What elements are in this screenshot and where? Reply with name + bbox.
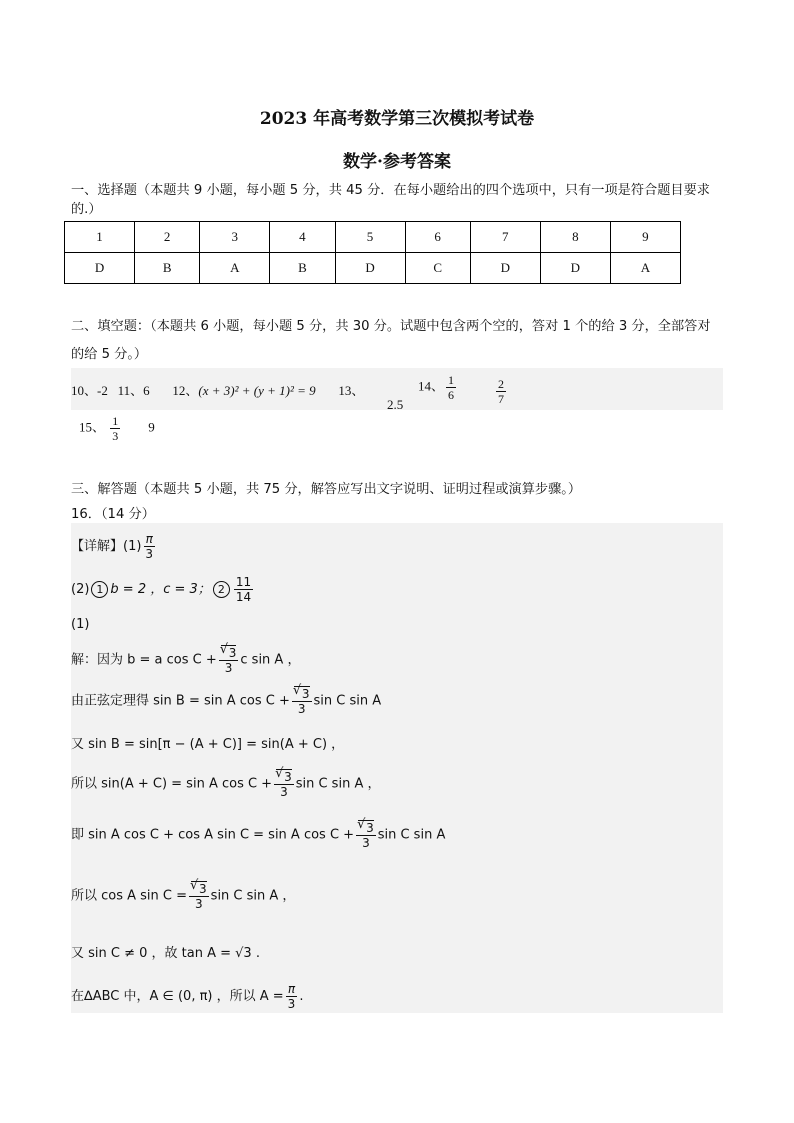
exam-title: 2023 年高考数学第三次模拟考试卷 (259, 109, 535, 129)
detail-label: 【详解】(1) (71, 539, 142, 554)
solution-step-3: 又 sin B = sin[π − (A + C)] = sin(A + C) ， (71, 737, 345, 752)
detail-line (71, 532, 157, 561)
step-text: sin C sin A (313, 693, 382, 709)
table-cell: 2 (135, 222, 200, 253)
exam-subtitle: 数学·参考答案 (343, 152, 451, 172)
question-16-header: 16．（14 分） (71, 507, 155, 522)
part-1-label: (1) (71, 617, 90, 632)
denominator: 6 (448, 388, 455, 402)
numerator: 1 (112, 414, 119, 428)
numerator: 2 (498, 377, 504, 391)
circled-number: 2 (213, 581, 230, 598)
solution-step-6 (71, 881, 295, 911)
answer-14 (418, 373, 458, 402)
step-text: 即 sin A cos C + cos A sin C = sin A cos C + (71, 827, 355, 843)
fraction (274, 769, 294, 799)
solution-step-4 (71, 769, 380, 799)
denominator: 3 (195, 897, 203, 911)
numerator: 11 (235, 575, 252, 589)
answer-11: 11、6 (117, 383, 150, 398)
solution-step-5 (71, 820, 445, 850)
table-cell: D (335, 253, 405, 284)
table-cell: 6 (405, 222, 470, 253)
fraction (446, 373, 456, 402)
answer-15-second: 9 (148, 419, 155, 435)
denominator: 3 (145, 547, 154, 561)
solution-step-1 (71, 645, 300, 675)
table-cell: A (200, 253, 270, 284)
step-text: 所以 sin(A + C) = sin A cos C + (71, 776, 273, 792)
denominator: 3 (224, 661, 233, 675)
step-text: sin C sin A (377, 827, 446, 843)
solution-step-7: 又 sin C ≠ 0 ，故 tan A = √3 . (71, 946, 260, 961)
table-cell: D (470, 253, 540, 284)
table-cell: 7 (470, 222, 540, 253)
step-text: sin C sin A ， (210, 888, 296, 904)
fraction (286, 982, 298, 1011)
fraction (292, 686, 312, 716)
denominator: 3 (297, 702, 306, 716)
table-cell: 1 (65, 222, 135, 253)
step-text: c sin A ， (240, 652, 301, 668)
fraction (234, 575, 253, 604)
sqrt: √ 3 (294, 686, 310, 701)
section-1-heading: 一、选择题（本题共 9 小题，每小题 5 分，共 45 分．在每小题给出的四个选项中，只有一项是符合题目要求的.） (71, 183, 710, 217)
table-cell: 3 (200, 222, 270, 253)
sqrt: √ 3 (191, 881, 207, 896)
denominator: 3 (362, 836, 370, 850)
sqrt: √ 3 (276, 769, 292, 784)
table-cell: 4 (270, 222, 335, 253)
table-cell: A (610, 253, 680, 284)
table-cell: B (135, 253, 200, 284)
answer-10: 10、-2 (71, 383, 108, 398)
answer-15-label: 15、 (79, 419, 106, 435)
answer-14-second (494, 377, 508, 406)
part-2-values: b = 2 ，c = 3； (110, 582, 211, 597)
part-2-answer-line (71, 575, 255, 604)
table-cell: B (270, 253, 335, 284)
question-number-row (65, 222, 681, 253)
step-text: sin C sin A ， (295, 776, 381, 792)
answer-14-label: 14、 (418, 378, 445, 394)
numerator: π (287, 982, 296, 996)
fraction (189, 881, 209, 911)
answer-row (65, 253, 681, 284)
answer-12: (x + 3)² + (y + 1)² = 9 (198, 383, 316, 398)
answer-13-label: 13、 (338, 383, 365, 398)
fraction (110, 414, 120, 443)
section-2-heading: 二、填空题：（本题共 6 小题，每小题 5 分，共 30 分。试题中包含两个空的，答对 1 个的给 3 分，全部答对的给 5 分。） (71, 319, 711, 362)
numerator: π (145, 532, 153, 546)
table-cell: C (405, 253, 470, 284)
denominator: 3 (280, 785, 288, 799)
circled-number: 1 (91, 581, 108, 598)
step-text: 解：因为 b = a cos C + (71, 652, 217, 668)
sqrt: √ 3 (358, 820, 374, 835)
step-text: 所以 cos A sin C = (71, 888, 188, 904)
choice-answer-table (64, 221, 681, 284)
table-cell: 9 (610, 222, 680, 253)
solution-step-8: 在∆ABC 中，A ∈ (0, π) ，所以 A = $\frac{\pi}{3}$ . (71, 982, 304, 1011)
denominator: 14 (235, 590, 252, 604)
denominator: 7 (498, 392, 504, 406)
fraction (219, 645, 239, 675)
fraction (356, 820, 376, 850)
denominator: 3 (112, 429, 119, 443)
table-cell: D (540, 253, 610, 284)
sqrt: √ 3 (221, 645, 237, 660)
part-2-label: (2) (71, 582, 90, 597)
step-text: 在∆ABC 中，A ∈ (0, π) ，所以 A = (71, 989, 284, 1004)
section-3-heading: 三、解答题（本题共 5 小题，共 75 分，解答应写出文字说明、证明过程或演算步骤。） (71, 482, 582, 497)
answer-15 (79, 414, 155, 443)
answer-13: 2.5 (387, 397, 404, 412)
step-text: 由正弦定理得 sin B = sin A cos C + (71, 693, 290, 709)
answer-12-label: 12、 (172, 383, 199, 398)
solution-step-2 (71, 686, 381, 716)
table-cell: 8 (540, 222, 610, 253)
table-cell: 5 (335, 222, 405, 253)
numerator: 1 (448, 373, 455, 387)
denominator: 3 (287, 997, 296, 1011)
table-cell: D (65, 253, 135, 284)
fill-answers-line-1 (71, 380, 364, 399)
fraction (496, 377, 506, 406)
fraction (143, 532, 155, 561)
